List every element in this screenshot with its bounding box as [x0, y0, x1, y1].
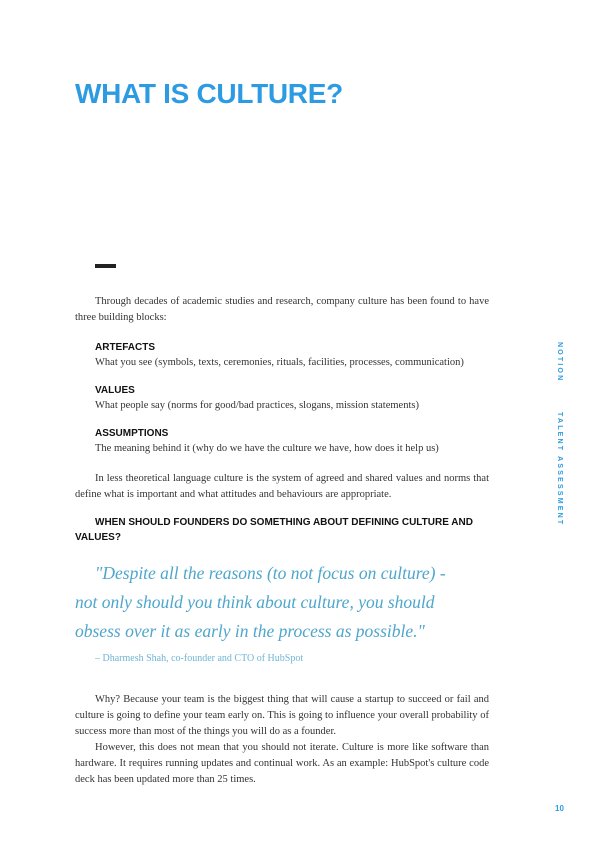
page-number: 10	[555, 804, 564, 813]
divider-dash	[95, 264, 116, 268]
side-section: TALENT ASSESSMENT	[556, 412, 563, 527]
subheading: WHEN SHOULD FOUNDERS DO SOMETHING ABOUT DEFINING CULTURE AND VALUES?	[75, 517, 473, 543]
block-assumptions	[75, 426, 489, 457]
block-text: The meaning behind it (why do we have the culture we have, how does it help us)	[95, 443, 439, 454]
block-text: What you see (symbols, texts, ceremonies, rituals, facilities, processes, communication)	[95, 357, 464, 368]
pull-quote	[75, 559, 489, 646]
block-heading: ASSUMPTIONS	[95, 428, 169, 439]
quote-line: obsess over it as early in the process as possible."	[75, 621, 425, 641]
quote-attribution: – Dharmesh Shah, co-founder and CTO of HubSpot	[95, 653, 304, 664]
paragraph-2: In less theoretical language culture is the system of agreed and shared values and norms that define what is important and what attitudes and behaviours are appropriate.	[75, 473, 489, 500]
paragraph-3: Why? Because your team is the biggest thing that will cause a startup to succeed or fail and culture is going to define your team early on. This is going to influence your overall probability of success more than most of the things you will do as a founder.	[75, 694, 489, 737]
paragraph-4: However, this does not mean that you should not iterate. Culture is more like software than hardware. It requires running updates and continual work. As an example: HubSpot's culture code deck has been updated more than 25 times.	[75, 742, 489, 785]
quote-line: not only should you think about culture, you should	[75, 592, 435, 612]
page-title: WHAT IS CULTURE?	[75, 78, 343, 109]
block-text: What people say (norms for good/bad practices, slogans, mission statements)	[95, 400, 419, 411]
side-brand: NOTION	[556, 342, 563, 383]
block-heading: ARTEFACTS	[95, 342, 155, 353]
quote-line: "Despite all the reasons (to not focus on culture) -	[95, 563, 446, 583]
body-bottom	[75, 692, 489, 788]
block-heading: VALUES	[95, 385, 135, 396]
body-top	[75, 294, 489, 545]
block-values	[75, 383, 489, 414]
block-artefacts	[75, 340, 489, 371]
content-column	[75, 294, 489, 788]
intro-paragraph: Through decades of academic studies and research, company culture has been found to have three building blocks:	[75, 296, 489, 323]
